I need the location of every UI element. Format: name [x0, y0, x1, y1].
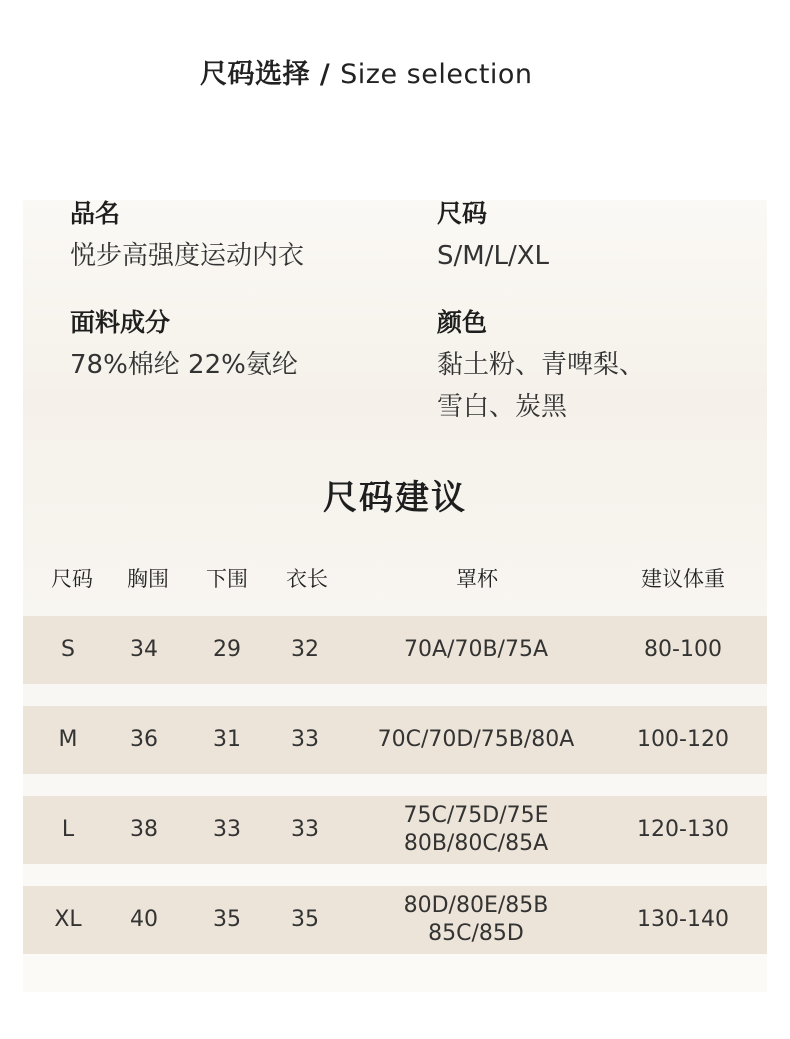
cell-weight: 130-140: [637, 907, 729, 932]
color-label: 颜色: [437, 308, 488, 337]
size-label: 尺码: [437, 199, 488, 228]
recommend-title: 尺码建议: [323, 478, 467, 518]
page-title: [200, 52, 533, 91]
header-cup: 罩杯: [456, 567, 498, 591]
cell-size: XL: [54, 907, 82, 932]
product-name-value: 悦步高强度运动内衣: [70, 241, 305, 271]
header-size: 尺码: [51, 567, 93, 591]
fabric-label: 面料成分: [70, 308, 171, 337]
cell-cup-line1: 70C/70D/75B/80A: [377, 727, 575, 752]
header-length: 衣长: [286, 567, 328, 591]
fabric-value: 78%棉纶 22%氨纶: [70, 350, 298, 380]
cell-cup-line2: 85C/85D: [428, 921, 524, 946]
cell-length: 33: [291, 727, 319, 752]
cell-under: 35: [213, 907, 241, 932]
cell-size: M: [58, 727, 78, 752]
title-en: Size selection: [340, 59, 533, 90]
cell-chest: 34: [130, 637, 158, 662]
cell-cup: [404, 616, 548, 684]
cell-size: L: [61, 817, 75, 842]
cell-length: 35: [291, 907, 319, 932]
cell-weight: 80-100: [644, 637, 722, 662]
header-under: 下围: [206, 567, 248, 591]
table-row: [23, 706, 767, 774]
color-value-line2: 雪白、炭黑: [437, 392, 568, 422]
color-block: [437, 308, 645, 428]
fabric-block: [70, 308, 298, 386]
title-cn: 尺码选择: [200, 59, 310, 90]
cell-cup-line1: 70A/70B/75A: [404, 637, 548, 662]
product-name-label: 品名: [70, 199, 121, 228]
table-row: [23, 886, 767, 954]
cell-chest: 38: [130, 817, 158, 842]
cell-length: 32: [291, 637, 319, 662]
cell-chest: 36: [130, 727, 158, 752]
title-separator: /: [310, 59, 341, 90]
cell-weight: 100-120: [637, 727, 729, 752]
table-row: [23, 616, 767, 684]
table-row: [23, 796, 767, 864]
cell-under: 33: [213, 817, 241, 842]
cell-under: 31: [213, 727, 241, 752]
cell-under: 29: [213, 637, 241, 662]
header-weight: 建议体重: [641, 567, 725, 591]
cell-size: S: [61, 637, 75, 662]
cell-weight: 120-130: [637, 817, 729, 842]
size-value: S/M/L/XL: [437, 241, 549, 271]
cell-cup: [378, 706, 575, 774]
cell-cup-line2: 80B/80C/85A: [403, 831, 549, 856]
cell-length: 33: [291, 817, 319, 842]
product-name-block: [70, 199, 304, 277]
cell-cup: [403, 796, 548, 864]
cell-cup: [404, 886, 549, 954]
header-chest: 胸围: [127, 567, 169, 591]
size-block: [437, 199, 549, 277]
cell-chest: 40: [130, 907, 158, 932]
cell-cup-line1: 75C/75D/75E: [403, 803, 549, 828]
cell-cup-line1: 80D/80E/85B: [403, 893, 549, 918]
color-value-line1: 黏土粉、青啤梨、: [437, 350, 646, 380]
